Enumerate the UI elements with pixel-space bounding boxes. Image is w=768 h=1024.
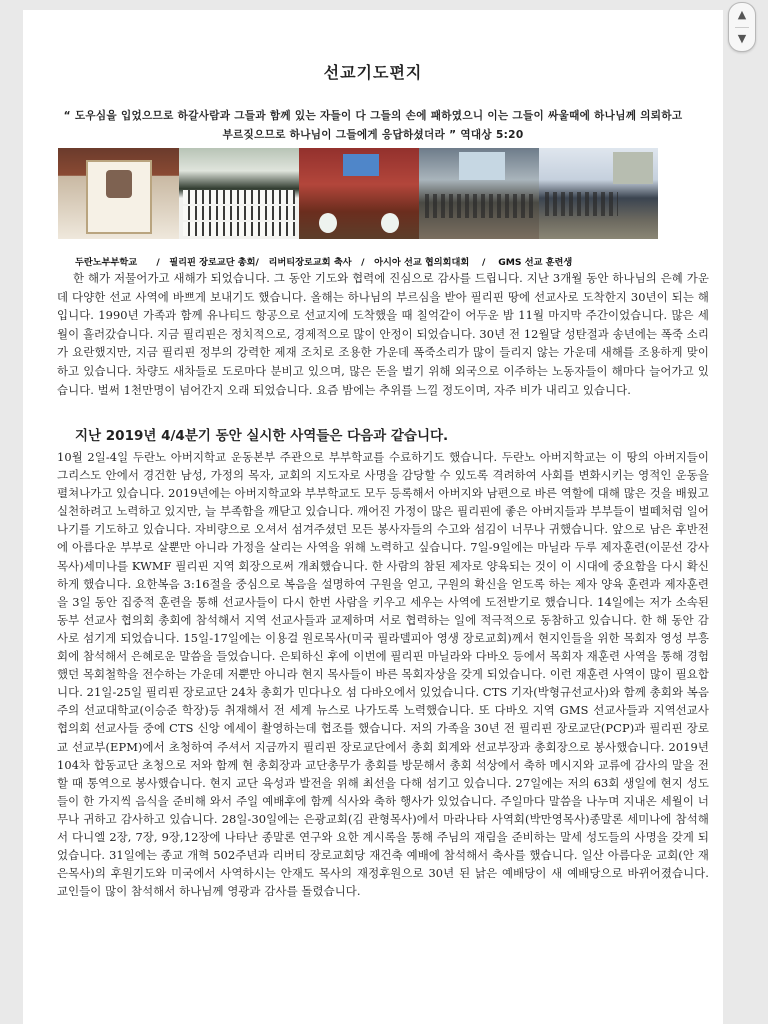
bible-verse: “ 도우심을 입었으므로 하갈사람과 그들과 함께 있는 자들이 다 그들의 손에 패하였으니 이는 그들이 싸울때에 하나님께 의뢰하고 부르짖으므로 하나님이 그들에게 응답하셨더라 ” 역대상 5:20	[63, 110, 683, 141]
photo-liberty-church-dedication	[299, 148, 419, 239]
intro-paragraph: 한 해가 저물어가고 새해가 되었습니다. 그 동안 기도와 협력에 진심으로 감사를 드립니다. 지난 3개월 동안 하나님의 은혜 가운데 다양한 선교 사역에 바쁘게 보내기도 했습니다. 올해는 하나님의 부르심을 받아 필리핀 땅에 선교사로 도착한지 30년이 되는 해 입니다. 1990년 가족과 함께 유나티드 항공으로 선교지에 도착했을 때 칠억같이 어두운 밤 11월 마지막 주간이었습니다. 많은 세월이 흘러갔습니다. 지금 필리핀은 정치적으로, 경제적으로 많이 안정이 되었습니다. 30년 전 12월달 성탄절과 송년에는 폭죽 소리가 요란했지만, 지금 필리핀 정부의 강력한 제재 조치로 조용한 가운데 폭죽소리가 많이 들리지 않는 가운데 새해를 조용하게 맞이하고 있습니다. 차량도 새차들로 도로마다 분비고 있으며, 많은 돈을 벌기 위해 외국으로 이주하는 노동자들이 해마다 늘어가고 있습니다. 벌써 1천만명이 넘어간지 오래 되었습니다. 요즘 밤에는 추위를 느낄 정도이며, 자주 비가 내리고 있습니다.	[57, 271, 709, 397]
ministry-paragraph: 10월 2일-4일 두란노 아버지학교 운동본부 주관으로 부부학교를 수료하기도 했습니다. 두란노 아버지학교는 이 땅의 아버지들이 그리스도 안에서 경건한 남성, 가정의 목자, 교회의 지도자로 사명을 감당할 수 있도록 격려하여 사회를 변화시키는 영적인 운동을 펼쳐나가고 있습니다. 2019년에는 아버지학교와 부부학교도 모두 등록해서 아버지와 남편으로 바른 역할에 대해 많은 것을 배웠고 실천하려고 노력하고 있지만, 늘 부족함을 깨닫고 있습니다. 깨어진 가정이 많은 필리핀에 좋은 아버지들과 부부들이 벌떼처럼 일어나기를 기도하고 있습니다. 자비량으로 오셔서 섬겨주셨던 모든 봉사자들의 수고와 섬김이 너무나 귀했습니다. 앞으로 남은 후반전에 아름다운 부부로 살뿐만 아니라 가정을 살리는 사역을 위해 노력하고 싶습니다. 7일-9일에는 마닐라 두루 제자훈련(이문선 강사 목사)세미나를 KWMF 필리핀 지역 회장으로써 개최했습니다. 한 사람의 참된 제자로 양육되는 것이 이 시대에 중요함을 다시 확신하게 했습니다. 요한복음 3:16절을 중심으로 복음을 설명하여 구원을 얻고, 구원의 확신을 얻도록 하는 제자 양육 훈련과 제자훈련을 3일 동안 집중적 훈련을 통해 선교사들이 다시 한번 사람을 키우고 세우는 사역에 도전받기로 했습니다. 14일에는 저가 소속된 동부 선교사 협의회 총회에 참석해서 지역 선교사들과 교제하며 서로 협력하는 일에 적극적으로 동참하고 있습니다. 한 해 동안 감사로 섬기게 되었습니다. 15일-17일에는 이용걸 원로목사(미국 필라델피아 영생 장로교회)께서 현지인들을 위한 목회자 영성 부흥회에 참석해서 은혜로운 말씀을 들었습니다. 은퇴하신 후에 이번에 필리핀 마닐라와 다바오 등에서 목회자 재훈련 사역을 통해 경험했던 목회철학을 전수하는 가운데 저뿐만 아니라 현지 목사들이 바른 목회자상을 갖게 되었습니다. 이런 재훈련 사역이 많이 필요합니다. 21일-25일 필리핀 장로교단 24차 총회가 민다나오 섬 다바오에서 있었습니다. CTS 기자(박형규선교사)와 함께 총회와 복음주의 선교대학교(이승준 학장)등 취재해서 전 세계 뉴스로 나가도록 노력했습니다. 또 다바오 지역 GMS 선교사들과 지역선교사 협의회 선교사들 중에 CTS 신앙 에세이 촬영하는데 협조를 했습니다. 저의 가족을 30년 전 필리핀 장로교단(PCP)과 필리핀 장로교 선교부(EPM)에서 초청하여 주셔서 지금까지 필리핀 장로교단에서 총회 회계와 선교부장과 총회장으로 봉사했습니다. 2019년 104차 합동교단 초청으로 저와 함께 현 총회장과 교단총무가 총회를 방문해서 총회 석상에서 축하 메시지와 교류에 감사의 말을 전할 때 통역으로 봉사했습니다. 현지 교단 육성과 발전을 위해 최선을 다해 섬기고 있습니다. 27일에는 저의 63회 생일에 현지 성도들이 한 가지씩 음식을 준비해 와서 주일 예배후에 함께 식사와 축하 행사가 있었습니다. 주일마다 말씀을 나누며 지내온 세월이 너무나 귀하고 감사하고 있습니다. 28일-30일에는 은광교회(김 관형목사)에서 마라나타 사역회(박만영목사)종말론 세미나에 참석해서 다니엘 2장, 7장, 9장,12장에 나타난 종말론 연구와 요한 계시록을 통해 주님의 재림을 준비하는 말세 성도들의 사명을 갖게 되었습니다. 31일에는 종교 개혁 502주년과 리버티 장로교회당 재건축 예배에 참석해서 축사를 했습니다. 일산 아름다운 교회(안 재은목사)의 후원기도와 미국에서 사역하시는 안재도 목사의 재정후원으로 30년 된 낡은 예배당이 새 예배당으로 바뀌어졌습니다. 교인들이 많이 참석해서 하나님께 영광과 감사를 돌렸습니다.	[57, 450, 709, 899]
photo-gms-trainees	[539, 148, 658, 239]
photo-strip	[58, 148, 658, 239]
scroll-down-icon[interactable]: ▼	[737, 32, 747, 45]
photo-caption: 두란노부부학교 / 필리핀 장로교단 총회/ 리버티장로교회 축사 / 아시아 선교 협의회대회 / GMS 선교 훈련생	[75, 257, 573, 268]
scroll-control	[728, 2, 756, 52]
photo-couples-school	[58, 148, 179, 239]
document-title: 선교기도편지	[323, 63, 423, 82]
scroll-up-icon[interactable]: ▲	[737, 8, 747, 21]
document-page	[23, 10, 723, 1024]
photo-presbyterian-assembly	[179, 148, 299, 239]
photo-asia-mission-conference	[419, 148, 539, 239]
section-heading: 지난 2019년 4/4분기 동안 실시한 사역들은 다음과 같습니다.	[75, 428, 449, 444]
